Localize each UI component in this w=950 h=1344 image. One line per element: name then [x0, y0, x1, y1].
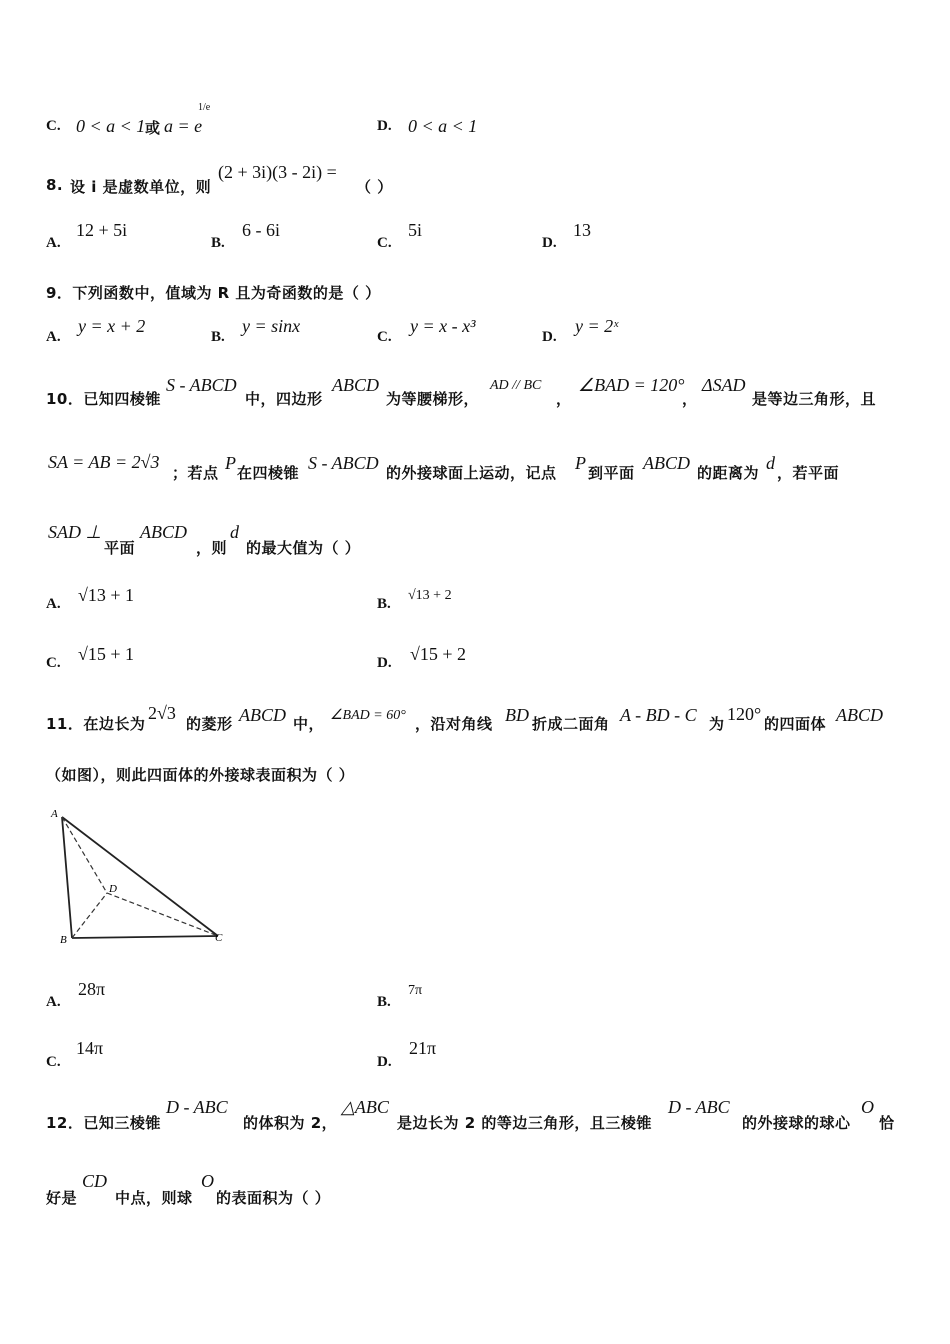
- q10-l2-d: 在四棱锥: [237, 464, 300, 482]
- q10-l2-b: ；若点: [172, 464, 219, 482]
- q7-option-c-exp: 1/e: [198, 102, 211, 113]
- q12-l1-g: 的外接球的球心: [742, 1114, 851, 1132]
- q12-l1-b: D - ABC: [166, 1097, 228, 1117]
- edge-cd: [107, 893, 218, 936]
- q11-l1-c: 的菱形: [186, 715, 233, 733]
- q11-l1-e: 中，: [293, 715, 325, 733]
- point-d-label: D: [109, 883, 117, 895]
- q12-l2-d: O: [201, 1171, 214, 1191]
- q11-l1-f: ∠BAD = 60°: [330, 708, 406, 723]
- point-b-label: B: [60, 934, 67, 945]
- q9-option-a-label: A.: [46, 329, 61, 345]
- q11-option-b-text: 7π: [408, 983, 423, 998]
- q12-l1-a: 12．已知三棱锥: [46, 1114, 161, 1132]
- q12-l1-e: 是边长为 2 的等边三角形，且三棱锥: [397, 1114, 652, 1132]
- q10-l2-f: 的外接球面上运动，记点: [386, 464, 557, 482]
- q10-l3-f: 的最大值为（ ）: [246, 539, 361, 557]
- q10-l2-a: SA = AB = 2√3: [48, 452, 160, 472]
- q10-l2-g: P: [575, 453, 586, 473]
- q12-l1-c: 的体积为 2，: [243, 1114, 338, 1132]
- q10-l1-f: AD // BC: [490, 378, 542, 393]
- q11-option-a-label: A.: [46, 994, 61, 1010]
- q10-l3-a: SAD ⊥: [48, 522, 102, 542]
- q12-l1-d: △ABC: [341, 1097, 389, 1117]
- q10-option-d-text: √15 + 2: [410, 644, 467, 664]
- q7-option-c-eq: a = e: [164, 116, 203, 136]
- q10-l1-b: S - ABCD: [166, 375, 237, 395]
- q11-l1-g: ，沿对角线: [415, 715, 493, 733]
- q8-stem: 设 i 是虚数单位，则: [70, 178, 212, 196]
- q9-option-d-label: D.: [542, 329, 557, 345]
- q8-option-a-label: A.: [46, 235, 61, 251]
- q9-option-d-text: y = 2ˣ: [575, 316, 619, 336]
- q10-option-c-label: C.: [46, 655, 61, 671]
- q10-option-b-text: √13 + 2: [408, 588, 452, 603]
- q8-option-d-text: 13: [573, 220, 591, 240]
- q8-option-c-text: 5i: [408, 220, 423, 240]
- q12-l2-e: 的表面积为（ ）: [216, 1189, 331, 1207]
- q7-option-d-text: 0 < a < 1: [408, 116, 478, 136]
- q9-option-b-text: y = sinx: [242, 316, 301, 336]
- q11-option-d-label: D.: [377, 1054, 392, 1070]
- q12-l1-i: 恰: [879, 1114, 895, 1132]
- q10-l1-i: ，: [682, 390, 698, 408]
- q12-l1-h: O: [861, 1097, 874, 1117]
- q7-option-d-label: D.: [377, 118, 392, 134]
- edge-ab: [62, 817, 72, 938]
- q10-l1-d: ABCD: [332, 375, 379, 395]
- q12-l2-b: CD: [82, 1171, 108, 1191]
- q11-l1-m: 的四面体: [764, 715, 827, 733]
- q11-line2: （如图），则此四面体的外接球表面积为（ ）: [46, 766, 355, 784]
- q10-l2-c: P: [225, 453, 236, 473]
- q9-stem: 9．下列函数中，值域为 R 且为奇函数的是（ ）: [46, 284, 381, 302]
- q10-l1-k: 是等边三角形，且: [752, 390, 877, 408]
- point-c-label: C: [215, 932, 223, 944]
- q12-l1-f: D - ABC: [668, 1097, 730, 1117]
- q10-l2-k: d: [766, 453, 775, 473]
- q11-option-b-label: B.: [377, 994, 391, 1010]
- q8-option-c-label: C.: [377, 235, 392, 251]
- q9-option-c-label: C.: [377, 329, 392, 345]
- q10-l1-a: 10．已知四棱锥: [46, 390, 161, 408]
- q10-l1-j: ΔSAD: [702, 375, 746, 395]
- q8-option-b-text: 6 - 6i: [242, 220, 280, 240]
- q11-l1-k: 为: [709, 715, 725, 733]
- tetrahedron-figure: [44, 805, 234, 945]
- q11-option-a-text: 28π: [78, 979, 106, 999]
- q8-option-b-label: B.: [211, 235, 225, 251]
- q11-l1-a: 11．在边长为: [46, 715, 146, 733]
- q10-option-a-text: √13 + 1: [78, 585, 135, 605]
- q10-l2-l: ，若平面: [777, 464, 840, 482]
- q10-l2-j: 的距离为: [697, 464, 760, 482]
- q11-option-c-label: C.: [46, 1054, 61, 1070]
- edge-bc: [72, 936, 218, 938]
- q10-option-b-label: B.: [377, 596, 391, 612]
- q7-option-c-label: C.: [46, 118, 61, 134]
- edge-bd: [72, 893, 107, 938]
- edge-ac: [62, 817, 218, 936]
- q10-l1-h: ∠BAD = 120°: [578, 375, 685, 395]
- q10-l2-i: ABCD: [643, 453, 690, 473]
- q10-l2-e: S - ABCD: [308, 453, 379, 473]
- q12-l2-c: 中点，则球: [115, 1189, 193, 1207]
- q7-option-c-or: 或: [145, 119, 161, 137]
- q11-l1-i: 折成二面角: [532, 715, 610, 733]
- q11-option-d-text: 21π: [409, 1038, 437, 1058]
- q10-option-a-label: A.: [46, 596, 61, 612]
- q8-number: 8.: [46, 176, 64, 194]
- q10-l3-e: d: [230, 522, 239, 542]
- q10-l1-g: ，: [556, 390, 572, 408]
- q9-option-a-text: y = x + 2: [78, 316, 146, 336]
- q10-option-d-label: D.: [377, 655, 392, 671]
- q10-l2-h: 到平面: [588, 464, 635, 482]
- q8-option-a-text: 12 + 5i: [76, 220, 128, 240]
- q8-option-d-label: D.: [542, 235, 557, 251]
- q10-option-c-text: √15 + 1: [78, 644, 135, 664]
- edge-ad: [62, 817, 107, 893]
- q10-l3-b: 平面: [104, 539, 136, 557]
- q11-l1-n: ABCD: [836, 705, 883, 725]
- q9-option-b-label: B.: [211, 329, 225, 345]
- q11-l1-b: 2√3: [148, 703, 176, 723]
- q12-l2-a: 好是: [46, 1189, 78, 1207]
- q11-l1-d: ABCD: [239, 705, 286, 725]
- q10-l3-c: ABCD: [140, 522, 187, 542]
- q8-paren: （ ）: [356, 178, 393, 196]
- q10-l3-d: ，则: [196, 539, 228, 557]
- q9-option-c-text: y = x - x³: [410, 316, 476, 336]
- q11-l1-l: 120°: [727, 704, 762, 724]
- q8-expression: (2 + 3i)(3 - 2i) =: [218, 162, 337, 182]
- q7-option-c-text: 0 < a < 1: [76, 116, 146, 136]
- q10-l1-c: 中，四边形: [245, 390, 323, 408]
- q11-option-c-text: 14π: [76, 1038, 104, 1058]
- q11-l1-j: A - BD - C: [620, 705, 697, 725]
- q10-l1-e: 为等腰梯形，: [386, 390, 480, 408]
- q11-l1-h: BD: [505, 705, 529, 725]
- point-a-label: A: [51, 808, 58, 820]
